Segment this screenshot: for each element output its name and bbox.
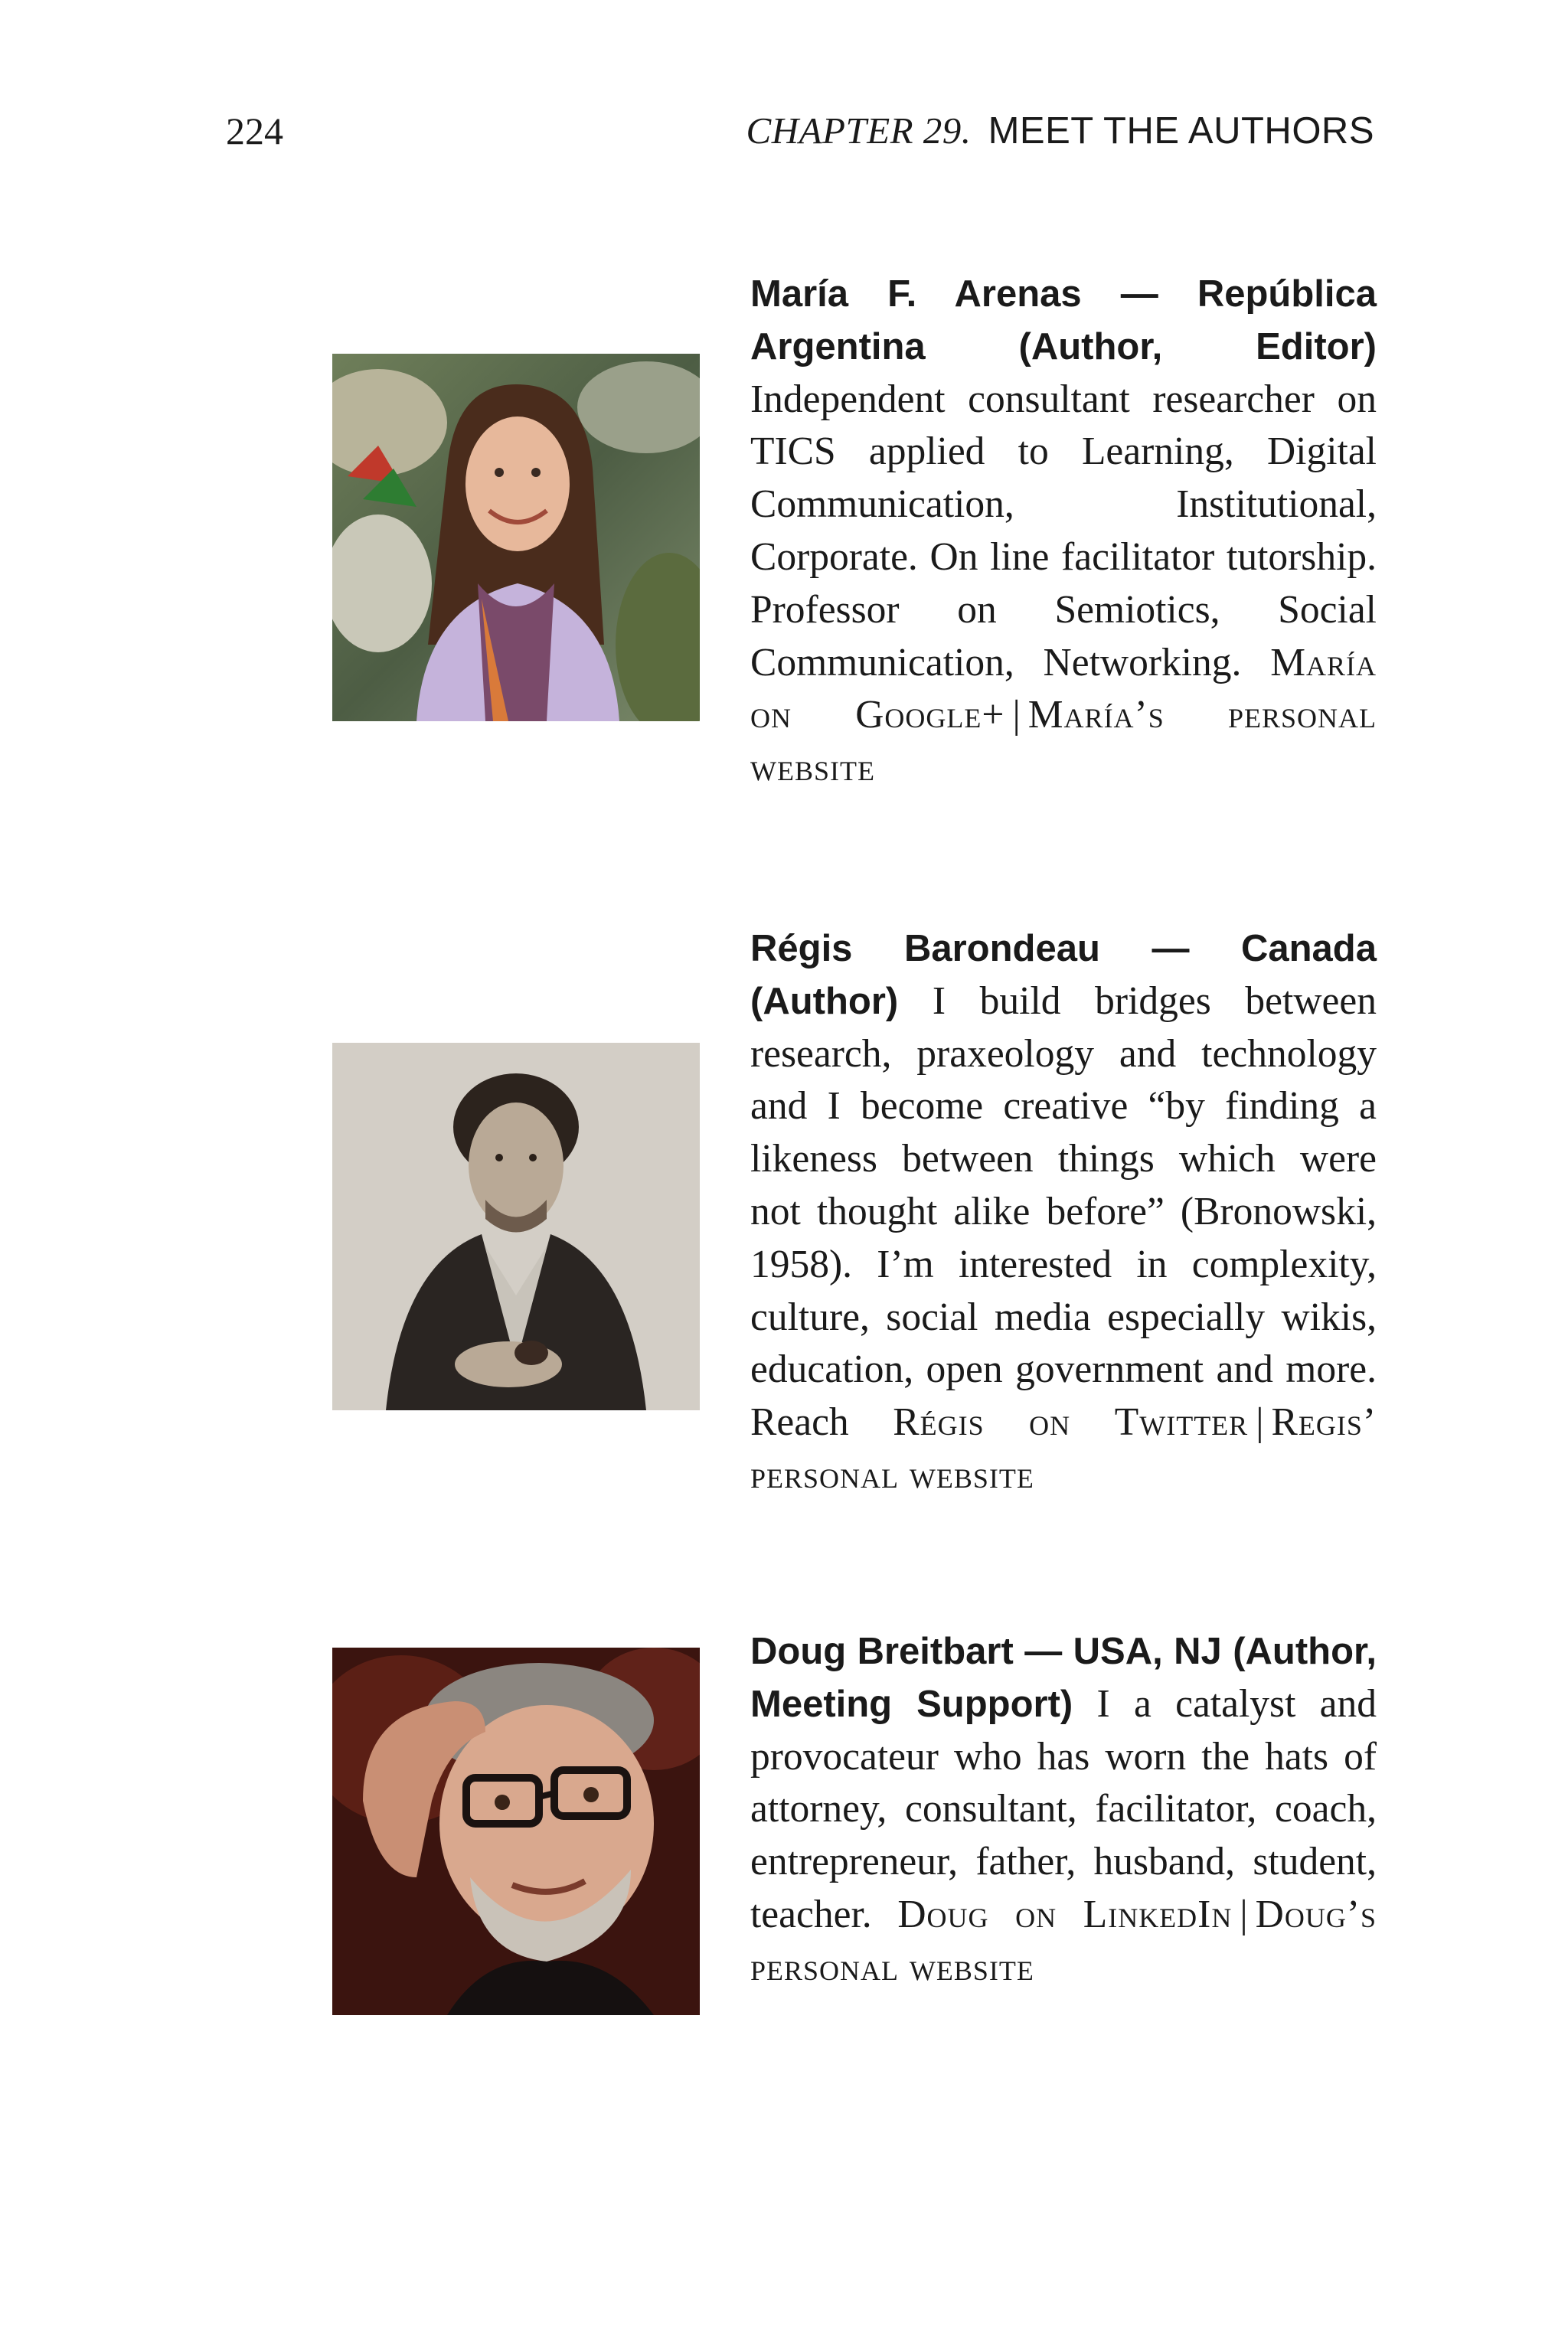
author-photo-doug — [332, 1648, 700, 2015]
author-photo-regis — [332, 1043, 700, 1410]
chapter-title: MEET THE AUTHORS — [988, 110, 1374, 152]
author-description: I a catalyst and provocateur who has worn the hats of attorney, consultant, facilitator, coach, entrepreneur, father, husband, student, teacher. — [750, 1681, 1377, 1936]
link-separator: | — [1256, 1400, 1264, 1445]
link-separator: | — [1240, 1892, 1248, 1936]
links-prefix: Reach — [750, 1400, 849, 1445]
author-description: Independent consultant researcher on TICS applied to Learning, Digital Communication, Institutional, Corporate. On line facilitator tutorship. Professor on Semiotics, Social Communication, Networking. — [750, 377, 1377, 684]
author-name: Régis Barondeau — Canada (Author) — [750, 928, 1377, 1022]
author-link-google-plus[interactable]: María on Google+ — [750, 640, 1377, 737]
author-bio-regis — [750, 923, 1377, 1502]
author-link-personal-website[interactable]: María’s personal website — [750, 693, 1377, 790]
portrait-man-glasses-image — [332, 1648, 700, 2015]
link-separator: | — [1012, 693, 1021, 737]
portrait-man-image — [332, 1043, 700, 1410]
author-photo-maria — [332, 354, 700, 721]
page-number: 224 — [226, 109, 283, 152]
author-link-personal-website[interactable]: Doug’s personal website — [750, 1892, 1377, 1989]
chapter-label: CHAPTER 29. — [746, 109, 972, 152]
author-description: I build bridges between research, praxeology and technology and I become creative “by finding a likeness between things which were not thought alike before” (Bronowski, 1958). I’m interested in complexity, culture, social media especially wikis, education, open government and more. — [750, 978, 1377, 1392]
author-bio-maria — [750, 268, 1377, 795]
portrait-woman-image — [332, 354, 700, 721]
author-link-twitter[interactable]: Régis on Twitter — [893, 1400, 1249, 1445]
author-bio-doug — [750, 1625, 1377, 1994]
author-link-personal-website[interactable]: Regis’ personal website — [750, 1400, 1377, 1497]
running-head — [226, 104, 1374, 158]
author-link-linkedin[interactable]: Doug on LinkedIn — [897, 1892, 1233, 1936]
author-name: Doug Breitbart — USA, NJ (Author, Meeting Support) — [750, 1631, 1377, 1725]
author-name: María F. Arenas — República Argentina (Author, Editor) — [750, 273, 1377, 368]
chapter-heading — [746, 104, 1374, 158]
